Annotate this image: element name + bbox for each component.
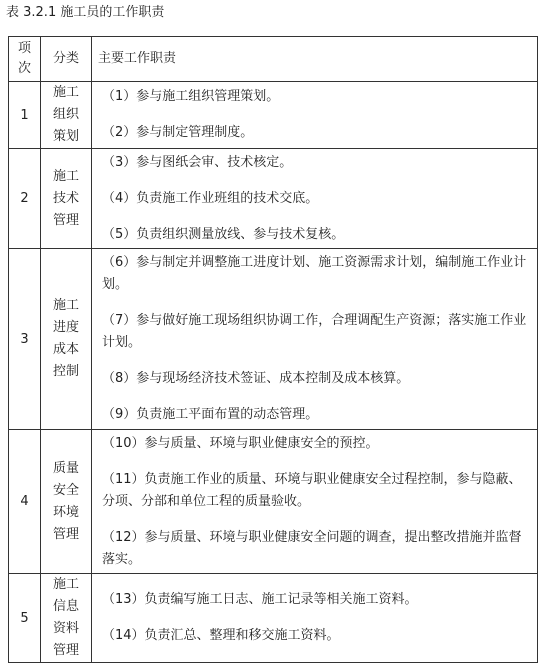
- row-duties: [92, 82, 538, 149]
- table-caption: 表 3.2.1 施工员的工作职责: [6, 5, 165, 20]
- duty-item: （12）参与质量、环境与职业健康安全问题的调查，提出整改措施并监督落实。: [102, 529, 522, 567]
- category-line: 策划: [52, 129, 79, 144]
- category-line: 质量: [52, 460, 79, 476]
- category-line: 施工: [52, 298, 79, 313]
- row-duties: [92, 249, 538, 430]
- duty-item: （4）负责施工作业班组的技术交底。: [102, 190, 319, 206]
- row-duties: [92, 149, 538, 249]
- duties-table: [8, 36, 538, 663]
- category-line: 管理: [52, 526, 79, 542]
- header-category: 分类: [41, 37, 92, 82]
- duty-item: （7）参与做好施工现场组织协调工作，合理调配生产资源；落实施工作业计划。: [102, 313, 527, 350]
- category-line: 施工: [52, 168, 79, 184]
- header-item-no-char: 项: [17, 41, 31, 56]
- table-row: [9, 430, 538, 574]
- row-number: 5: [9, 574, 41, 663]
- category-line: 进度: [52, 320, 79, 335]
- row-category: [41, 430, 92, 574]
- row-category: [41, 249, 92, 430]
- category-line: 组织: [52, 107, 79, 122]
- duty-item: （11）负责施工作业的质量、环境与职业健康安全过程控制，参与隐蔽、分项、分部和单位工程的质量验收。: [102, 471, 522, 509]
- duty-item: （8）参与现场经济技术签证、成本控制及成本核算。: [102, 371, 410, 386]
- category-line: 施工: [52, 85, 79, 100]
- row-category: [41, 82, 92, 149]
- row-duties: [92, 574, 538, 663]
- duty-item: （14）负责汇总、整理和移交施工资料。: [102, 628, 340, 643]
- category-line: 管理: [52, 212, 79, 228]
- category-line: 成本: [52, 342, 79, 357]
- duty-item: （13）负责编写施工日志、施工记录等相关施工资料。: [102, 592, 418, 607]
- duty-item: （1）参与施工组织管理策划。: [102, 89, 280, 104]
- duty-item: （6）参与制定并调整施工进度计划、施工资源需求计划，编制施工作业计划。: [102, 255, 527, 292]
- header-item-no-char: 次: [17, 61, 31, 76]
- duty-item: （2）参与制定管理制度。: [102, 125, 254, 140]
- table-row: [9, 249, 538, 430]
- duty-item: （3）参与图纸会审、技术核定。: [102, 154, 293, 170]
- row-category: [41, 574, 92, 663]
- row-duties: [92, 430, 538, 574]
- category-line: 资料: [52, 621, 79, 636]
- row-number: 4: [9, 430, 41, 574]
- duty-item: （9）负责施工平面布置的动态管理。: [102, 407, 319, 422]
- duty-item: （10）参与质量、环境与职业健康安全的预控。: [102, 435, 379, 451]
- duty-item: （5）负责组织测量放线、参与技术复核。: [102, 226, 345, 242]
- row-number: 3: [9, 249, 41, 430]
- category-line: 控制: [52, 364, 79, 379]
- category-line: 信息: [52, 599, 79, 614]
- row-category: [41, 149, 92, 249]
- category-line: 管理: [52, 643, 79, 658]
- category-line: 施工: [52, 577, 79, 592]
- header-item-no: [9, 37, 41, 82]
- table-row: [9, 82, 538, 149]
- header-duties: 主要工作职责: [92, 37, 538, 82]
- category-line: 安全: [52, 482, 79, 498]
- category-line: 环境: [52, 504, 79, 520]
- header-row: [9, 37, 538, 82]
- category-line: 技术: [52, 190, 79, 206]
- row-number: 1: [9, 82, 41, 149]
- table-row: [9, 149, 538, 249]
- row-number: 2: [9, 149, 41, 249]
- table-row: [9, 574, 538, 663]
